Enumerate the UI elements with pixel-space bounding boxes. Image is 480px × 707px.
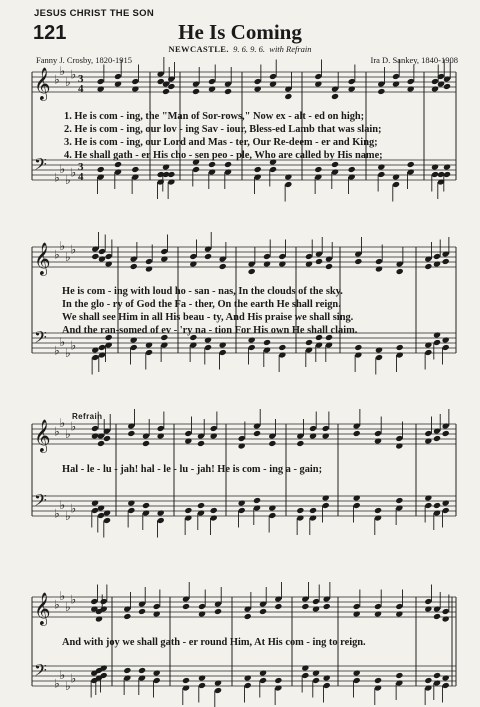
note-head [322, 494, 330, 501]
note-head [91, 499, 99, 506]
note-head [123, 613, 131, 620]
flat-sign: ♭ [54, 170, 60, 185]
note-head [433, 613, 441, 620]
note-head [259, 608, 267, 615]
note-head [248, 268, 256, 275]
verses-part1 [64, 110, 383, 162]
flat-sign: ♭ [70, 67, 77, 82]
verse-line: In the glo - ry of God the Fa - ther, On the earth He shall reign. [62, 299, 341, 310]
note-head [354, 258, 362, 265]
note-head [331, 161, 339, 168]
flat-sign: ♭ [70, 671, 77, 686]
note-head [238, 499, 246, 506]
note-head [238, 442, 246, 449]
note-head [278, 344, 286, 351]
bass-clef: 𝄢 [34, 490, 47, 514]
note-head [214, 608, 222, 615]
note-head [210, 432, 218, 439]
note-head [442, 499, 450, 506]
note-head [353, 494, 361, 501]
note-head [204, 336, 212, 343]
note-head [353, 669, 361, 676]
note-head [130, 336, 138, 343]
flat-sign: ♭ [54, 424, 60, 439]
note-head [353, 610, 361, 617]
note-head [377, 88, 385, 95]
flat-sign: ♭ [59, 668, 66, 682]
composer-credit: Ira D. Sankey, 1840-1908 [370, 55, 458, 65]
note-head [105, 260, 113, 267]
note-head [442, 430, 450, 437]
note-head [162, 163, 170, 170]
note-head [301, 664, 309, 671]
note-head [184, 507, 192, 514]
note-head [305, 339, 313, 346]
time-signature-bottom: 4 [78, 171, 84, 183]
note-head [127, 430, 135, 437]
verse-line: 1. He is com - ing, the "Man of Sor-rows," Now ex - alt - ed on high; [64, 111, 365, 122]
note-head [210, 507, 218, 514]
section-heading: JESUS CHRIST THE SON [34, 8, 155, 19]
note-head [395, 442, 403, 449]
flat-sign: ♭ [59, 162, 66, 176]
note-head [442, 258, 450, 265]
note-head [157, 432, 165, 439]
flat-sign: ♭ [59, 64, 66, 78]
note-head [375, 346, 383, 353]
note-head [224, 88, 232, 95]
note-head [130, 263, 138, 270]
note-head [98, 255, 106, 262]
bass-clef: 𝄢 [34, 154, 47, 178]
flat-sign: ♭ [65, 600, 71, 614]
verse-line: 4. He shall gath - er His cho - sen peo - ple, Who are called by His name; [64, 150, 383, 161]
bass-clef: 𝄢 [34, 660, 47, 684]
note-head [395, 610, 403, 617]
note-head [331, 93, 339, 100]
note-head [309, 507, 317, 514]
note-head [274, 677, 282, 684]
flat-sign: ♭ [65, 75, 71, 89]
note-head [433, 435, 441, 442]
bass-clef: 𝄢 [34, 327, 47, 351]
note-head [97, 166, 105, 173]
note-head [114, 161, 122, 168]
note-head [254, 85, 262, 92]
note-head [348, 166, 356, 173]
flat-sign: ♭ [59, 335, 66, 349]
note-head [395, 497, 403, 504]
verse-line: 2. He is com - ing, our lov - ing Sav - iour, Bless-ed Lamb that was slain; [64, 124, 382, 135]
note-head [167, 171, 175, 178]
note-head [268, 504, 276, 511]
note-head [374, 437, 382, 444]
note-head [153, 669, 161, 676]
time-signature-top: 3 [78, 73, 84, 85]
note-head [269, 80, 277, 87]
note-head [442, 336, 450, 343]
note-head [278, 260, 286, 267]
note-head [97, 440, 105, 447]
note-head [314, 80, 322, 87]
note-head [198, 674, 206, 681]
note-head [91, 346, 99, 353]
note-head [424, 494, 432, 501]
note-head [301, 603, 309, 610]
flat-sign: ♭ [59, 589, 66, 603]
note-head [145, 341, 153, 348]
note-head [253, 430, 261, 437]
note-head [312, 605, 320, 612]
note-head [314, 166, 322, 173]
note-head [392, 80, 400, 87]
verse-line: 3. He is com - ing, our Lord and Mas - ter, Our Re-deem - er and King; [64, 137, 378, 148]
note-head [153, 610, 161, 617]
note-head [442, 615, 450, 622]
refrain-lyrics-2: And with joy we shall gath - er round Him, At His com - ing to reign. [62, 637, 366, 648]
note-head [123, 667, 131, 674]
note-head [377, 163, 385, 170]
flat-sign: ♭ [70, 501, 77, 516]
note-head [312, 669, 320, 676]
note-head [424, 437, 432, 444]
note-head [138, 667, 146, 674]
flat-sign: ♭ [65, 346, 71, 360]
flat-sign: ♭ [54, 247, 60, 262]
note-head [323, 674, 331, 681]
flat-sign: ♭ [65, 509, 71, 523]
note-head [114, 80, 122, 87]
flat-sign: ♭ [70, 165, 77, 180]
note-head [443, 163, 451, 170]
note-head [127, 499, 135, 506]
flat-sign: ♭ [54, 597, 60, 612]
note-head [263, 260, 271, 267]
note-head [284, 93, 292, 100]
note-head [433, 672, 441, 679]
note-head [259, 669, 267, 676]
note-head [348, 85, 356, 92]
note-head [309, 432, 317, 439]
note-head [197, 440, 205, 447]
note-head [145, 265, 153, 272]
note-head [407, 85, 415, 92]
note-head [424, 677, 432, 684]
note-head [184, 437, 192, 444]
flat-sign: ♭ [70, 592, 77, 607]
note-head [208, 161, 216, 168]
note-head [131, 85, 139, 92]
time-signature-bottom: 4 [78, 83, 84, 95]
meter-note: with Refrain [269, 44, 312, 54]
note-head [433, 502, 441, 509]
note-head [374, 610, 382, 617]
note-head [244, 674, 252, 681]
note-head [274, 603, 282, 610]
note-head [224, 161, 232, 168]
note-head [396, 268, 404, 275]
refrain-lyrics-1: Hal - le - lu - jah! hal - le - lu - jah! He is com - ing a - gain; [62, 464, 323, 475]
note-head [353, 430, 361, 437]
treble-clef: 𝄞 [34, 242, 51, 275]
note-head [138, 608, 146, 615]
note-head [392, 173, 400, 180]
note-head [284, 173, 292, 180]
flat-sign: ♭ [59, 498, 66, 512]
verse-line: And the ran-somed of ev - 'ry na - tion For His own He shall claim. [62, 325, 358, 336]
note-head [253, 497, 261, 504]
time-signature-top: 3 [78, 161, 84, 173]
flat-sign: ♭ [59, 239, 66, 253]
note-head [407, 161, 415, 168]
note-head [244, 613, 252, 620]
note-head [142, 502, 150, 509]
note-head [248, 336, 256, 343]
flat-sign: ♭ [54, 676, 60, 691]
tune-name: NEWCASTLE. [168, 44, 229, 54]
note-head [396, 344, 404, 351]
verse-line: We shall see Him in all His beau - ty, And His praise we shall sing. [62, 312, 354, 323]
hymn-title: He Is Coming [178, 20, 302, 44]
note-head [254, 166, 262, 173]
note-head [431, 163, 439, 170]
flat-sign: ♭ [54, 506, 60, 521]
note-head [424, 605, 432, 612]
note-head [268, 440, 276, 447]
note-head [323, 603, 331, 610]
treble-clef: 𝄞 [34, 419, 51, 452]
note-head [98, 344, 106, 351]
note-head [182, 603, 190, 610]
note-head [182, 677, 190, 684]
flat-sign: ♭ [65, 679, 71, 693]
flat-sign: ♭ [70, 242, 77, 257]
note-head [433, 331, 441, 338]
note-head [142, 440, 150, 447]
note-head [374, 677, 382, 684]
note-head [131, 166, 139, 173]
refrain-label: Refrain [72, 412, 103, 421]
note-head [189, 260, 197, 267]
note-head [208, 85, 216, 92]
note-head [160, 255, 168, 262]
note-head [197, 502, 205, 509]
treble-clef: 𝄞 [34, 67, 51, 100]
note-head [375, 265, 383, 272]
note-head [424, 341, 432, 348]
note-head [214, 679, 222, 686]
note-head [157, 509, 165, 516]
note-head [315, 258, 323, 265]
note-head [204, 253, 212, 260]
note-head [95, 615, 103, 622]
flat-sign: ♭ [54, 343, 60, 358]
note-head [219, 263, 227, 270]
note-head [431, 85, 439, 92]
note-head [198, 610, 206, 617]
note-head [91, 253, 99, 260]
note-head [192, 88, 200, 95]
flat-sign: ♭ [70, 419, 77, 434]
note-head [263, 339, 271, 346]
note-head [162, 88, 170, 95]
note-head [442, 674, 450, 681]
note-head [325, 263, 333, 270]
note-head [433, 260, 441, 267]
note-head [354, 344, 362, 351]
note-head [305, 260, 313, 267]
hymn-number: 121 [33, 22, 67, 44]
verses-part2 [62, 285, 357, 337]
verse-line: He is com - ing with loud ho - san - nas, In the clouds of the sky. [62, 286, 343, 297]
note-head [424, 263, 432, 270]
note-head [219, 341, 227, 348]
flat-sign: ♭ [65, 173, 71, 187]
flat-sign: ♭ [65, 250, 71, 264]
author-credit: Fanny J. Crosby, 1820-1915 [36, 55, 133, 65]
note-head [296, 507, 304, 514]
flat-sign: ♭ [70, 338, 77, 353]
meter: 9. 6. 9. 6. [233, 44, 266, 54]
note-head [395, 672, 403, 679]
note-head [322, 432, 330, 439]
note-head [97, 85, 105, 92]
note-head [374, 507, 382, 514]
flat-sign: ♭ [65, 427, 71, 441]
flat-sign: ♭ [59, 416, 66, 430]
flat-sign: ♭ [54, 72, 60, 87]
note-head [296, 440, 304, 447]
treble-clef: 𝄞 [34, 592, 51, 625]
